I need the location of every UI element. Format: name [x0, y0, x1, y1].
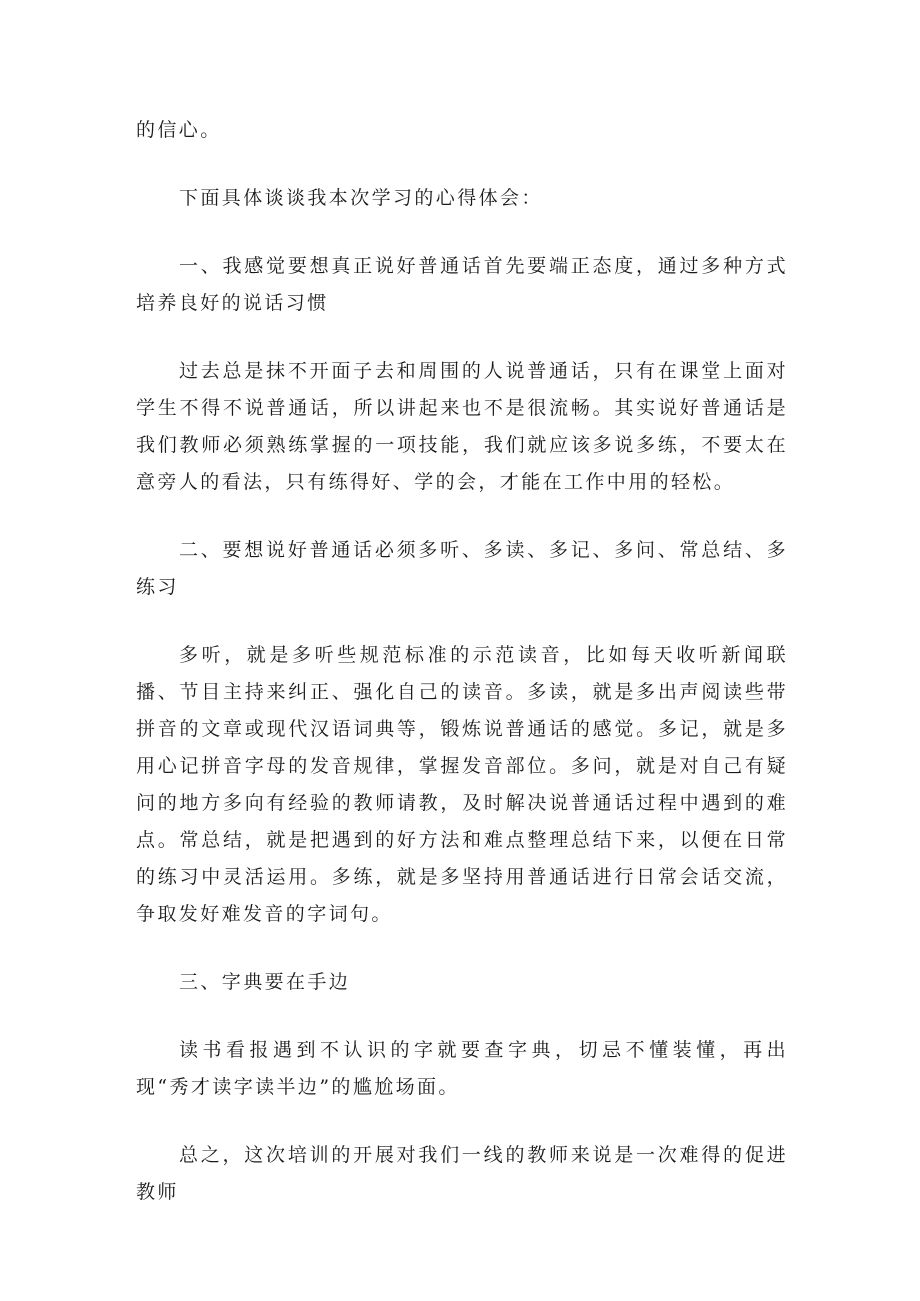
document-body: [136, 112, 788, 1242]
paragraph-section-3: 读书看报遇到不认识的字就要查字典，切忌不懂装懂，再出现“秀才读字读半边”的尴尬场面。: [136, 1039, 788, 1098]
paragraph-section-2: 多听，就是多听些规范标准的示范读音，比如每天收听新闻联播、节目主持来纠正、强化自己的读音。多读，就是多出声阅读些带拼音的文章或现代汉语词典等，锻炼说普通话的感觉。多记，就是多用心记拼音字母的发音规律，掌握发音部位。多问，就是对自己有疑问的地方多向有经验的教师请教，及时解决说普通话过程中遇到的难点。常总结，就是把遇到的好方法和难点整理总结下来，以便在日常的练习中灵活运用。多练，就是多坚持用普通话进行日常会话交流，争取发好难发音的字词句。: [136, 644, 788, 925]
section-heading-3: 三、字典要在手边: [179, 971, 351, 993]
paragraph-section-1: 过去总是抹不开面子去和周围的人说普通话，只有在课堂上面对学生不得不说普通话，所以讲起来也不是很流畅。其实说好普通话是我们教师必须熟练掌握的一项技能，我们就应该多说多练，不要太在意旁人的看法，只有练得好、学的会，才能在工作中用的轻松。: [136, 360, 788, 493]
section-heading-2: 二、要想说好普通话必须多听、多读、多记、多问、常总结、多练习: [136, 539, 788, 598]
section-heading-1: 一、我感觉要想真正说好普通话首先要端正态度，通过多种方式培养良好的说话习惯: [136, 255, 788, 314]
paragraph-conclusion: 总之，这次培训的开展对我们一线的教师来说是一次难得的促进教师: [136, 1144, 788, 1203]
paragraph-intro: 下面具体谈谈我本次学习的心得体会：: [179, 187, 543, 209]
paragraph-continuation: 的信心。: [136, 119, 222, 141]
